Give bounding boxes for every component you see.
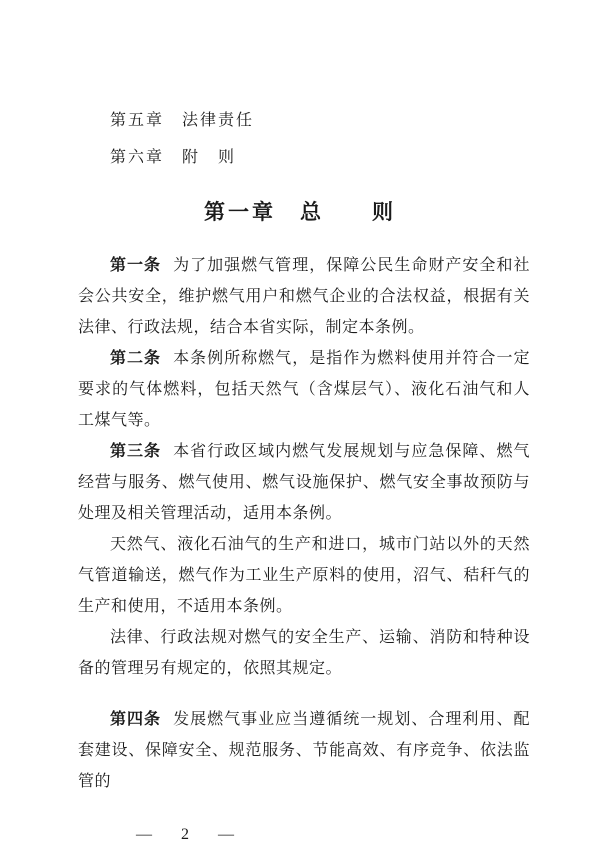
- article-number: 第三条: [110, 443, 162, 460]
- table-of-contents: [78, 102, 530, 176]
- article-text: 天然气、液化石油气的生产和进口，城市门站以外的天然气管道输送，燃气作为工业生产原料的使用，沼气、秸秆气的生产和使用，不适用本条例。: [78, 536, 530, 615]
- article-number: 第四条: [110, 711, 162, 728]
- article-number: 第一条: [110, 257, 162, 274]
- article-paragraph: [78, 343, 530, 436]
- article-text: 法律、行政法规对燃气的安全生产、运输、消防和特种设备的管理另有规定的，依照其规定。: [78, 629, 530, 677]
- page-footer: [80, 799, 235, 848]
- article-text: 发展燃气事业应当遵循统一规划、合理利用、配套建设、保障安全、规范服务、节能高效、有序竞争、依法监管的: [78, 711, 530, 790]
- article-text: 为了加强燃气管理，保障公民生命财产安全和社会公共安全，维护燃气用户和燃气企业的合法权益，根据有关法律、行政法规，结合本省实际，制定本条例。: [78, 257, 530, 336]
- page-number: — 2 —: [136, 826, 235, 843]
- toc-entry-chapter-5: 第五章 法律责任: [110, 112, 255, 129]
- article-text: 本省行政区域内燃气发展规划与应急保障、燃气经营与服务、燃气使用、燃气设施保护、燃气安全事故预防与处理及相关管理活动，适用本条例。: [78, 443, 530, 522]
- article-paragraph: [78, 622, 530, 684]
- article-paragraph: [78, 529, 530, 622]
- toc-entry-chapter-6: 第六章 附 则: [110, 149, 237, 166]
- document-body: [78, 250, 530, 797]
- article-paragraph: [78, 436, 530, 529]
- article-paragraph: [78, 704, 530, 797]
- article-paragraph: [78, 250, 530, 343]
- chapter-heading: 第一章 总 则: [204, 200, 396, 224]
- article-text: 本条例所称燃气，是指作为燃料使用并符合一定要求的气体燃料，包括天然气（含煤层气）、液化石油气和人工煤气等。: [78, 350, 530, 429]
- article-number: 第二条: [110, 350, 162, 367]
